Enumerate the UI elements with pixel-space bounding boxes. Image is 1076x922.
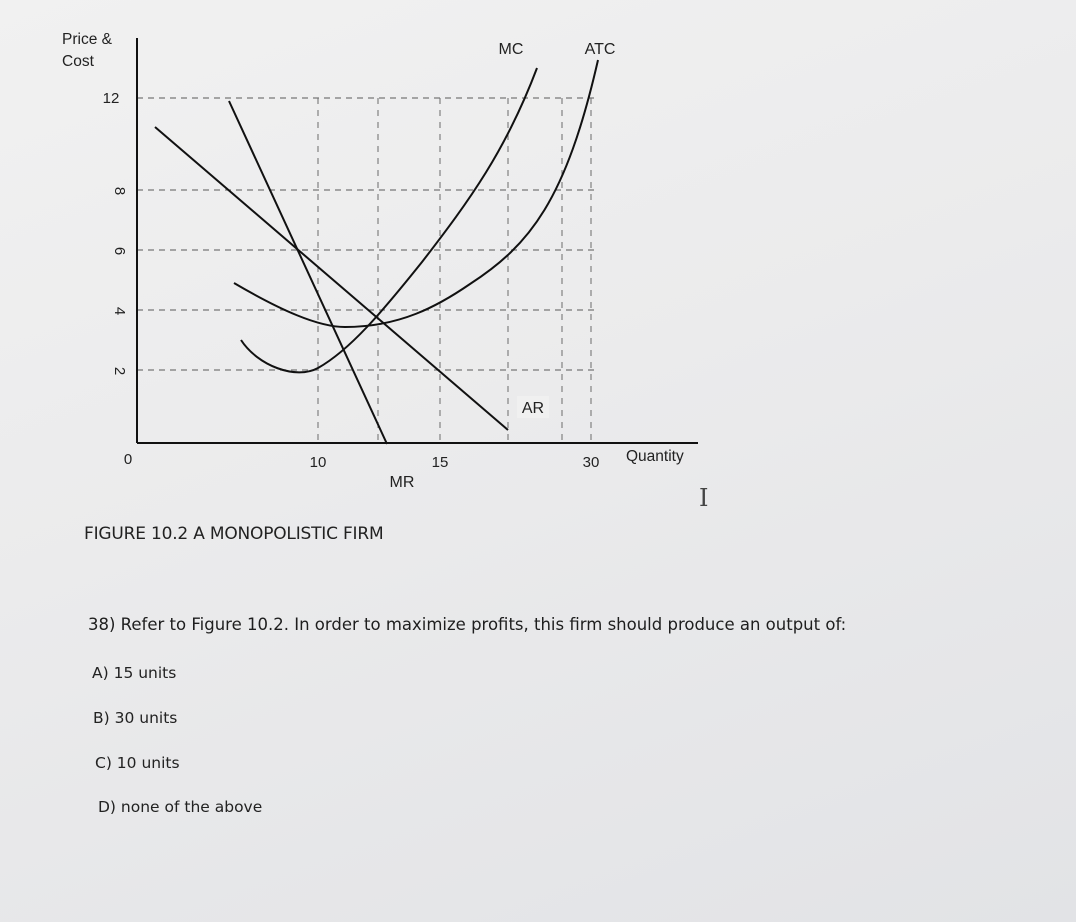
curve-ar xyxy=(155,127,508,430)
y-tick-label: 0 xyxy=(123,451,133,468)
curve-atc xyxy=(234,60,598,327)
x-tick-labels xyxy=(310,454,600,471)
y-axis-label-line2: Cost xyxy=(62,53,94,70)
option-d[interactable]: D) none of the above xyxy=(98,798,263,816)
y-tick-label: 12 xyxy=(102,90,120,107)
axes xyxy=(137,38,698,443)
option-c[interactable]: C) 10 units xyxy=(95,754,180,772)
curve-label-atc: ATC xyxy=(584,41,616,58)
curve-label-ar: AR xyxy=(521,400,545,417)
x-tick-label: 10 xyxy=(309,454,327,471)
x-tick-label: 15 xyxy=(431,454,449,471)
y-tick-label: 6 xyxy=(111,246,128,256)
x-axis-label: Quantity xyxy=(626,448,684,465)
y-tick-labels xyxy=(103,90,133,468)
curves xyxy=(155,60,598,444)
x-tick-label: 30 xyxy=(582,454,600,471)
y-axis-label xyxy=(62,31,113,70)
y-tick-label: 2 xyxy=(111,366,128,376)
y-tick-label: 8 xyxy=(111,186,128,196)
option-a[interactable]: A) 15 units xyxy=(92,664,177,682)
y-tick-label: 4 xyxy=(111,306,128,316)
y-axis-label-line1: Price & xyxy=(62,31,112,48)
curve-mr xyxy=(229,101,387,444)
figure-caption: FIGURE 10.2 A MONOPOLISTIC FIRM xyxy=(84,524,384,544)
curve-labels xyxy=(390,41,616,491)
curve-label-mc: MC xyxy=(498,41,524,58)
text-cursor-icon: I xyxy=(699,484,709,512)
grid xyxy=(137,98,596,443)
curve-label-mr: MR xyxy=(389,474,415,491)
option-b[interactable]: B) 30 units xyxy=(93,709,178,727)
question-text: 38) Refer to Figure 10.2. In order to maximize profits, this firm should produce an output of: xyxy=(88,615,847,634)
